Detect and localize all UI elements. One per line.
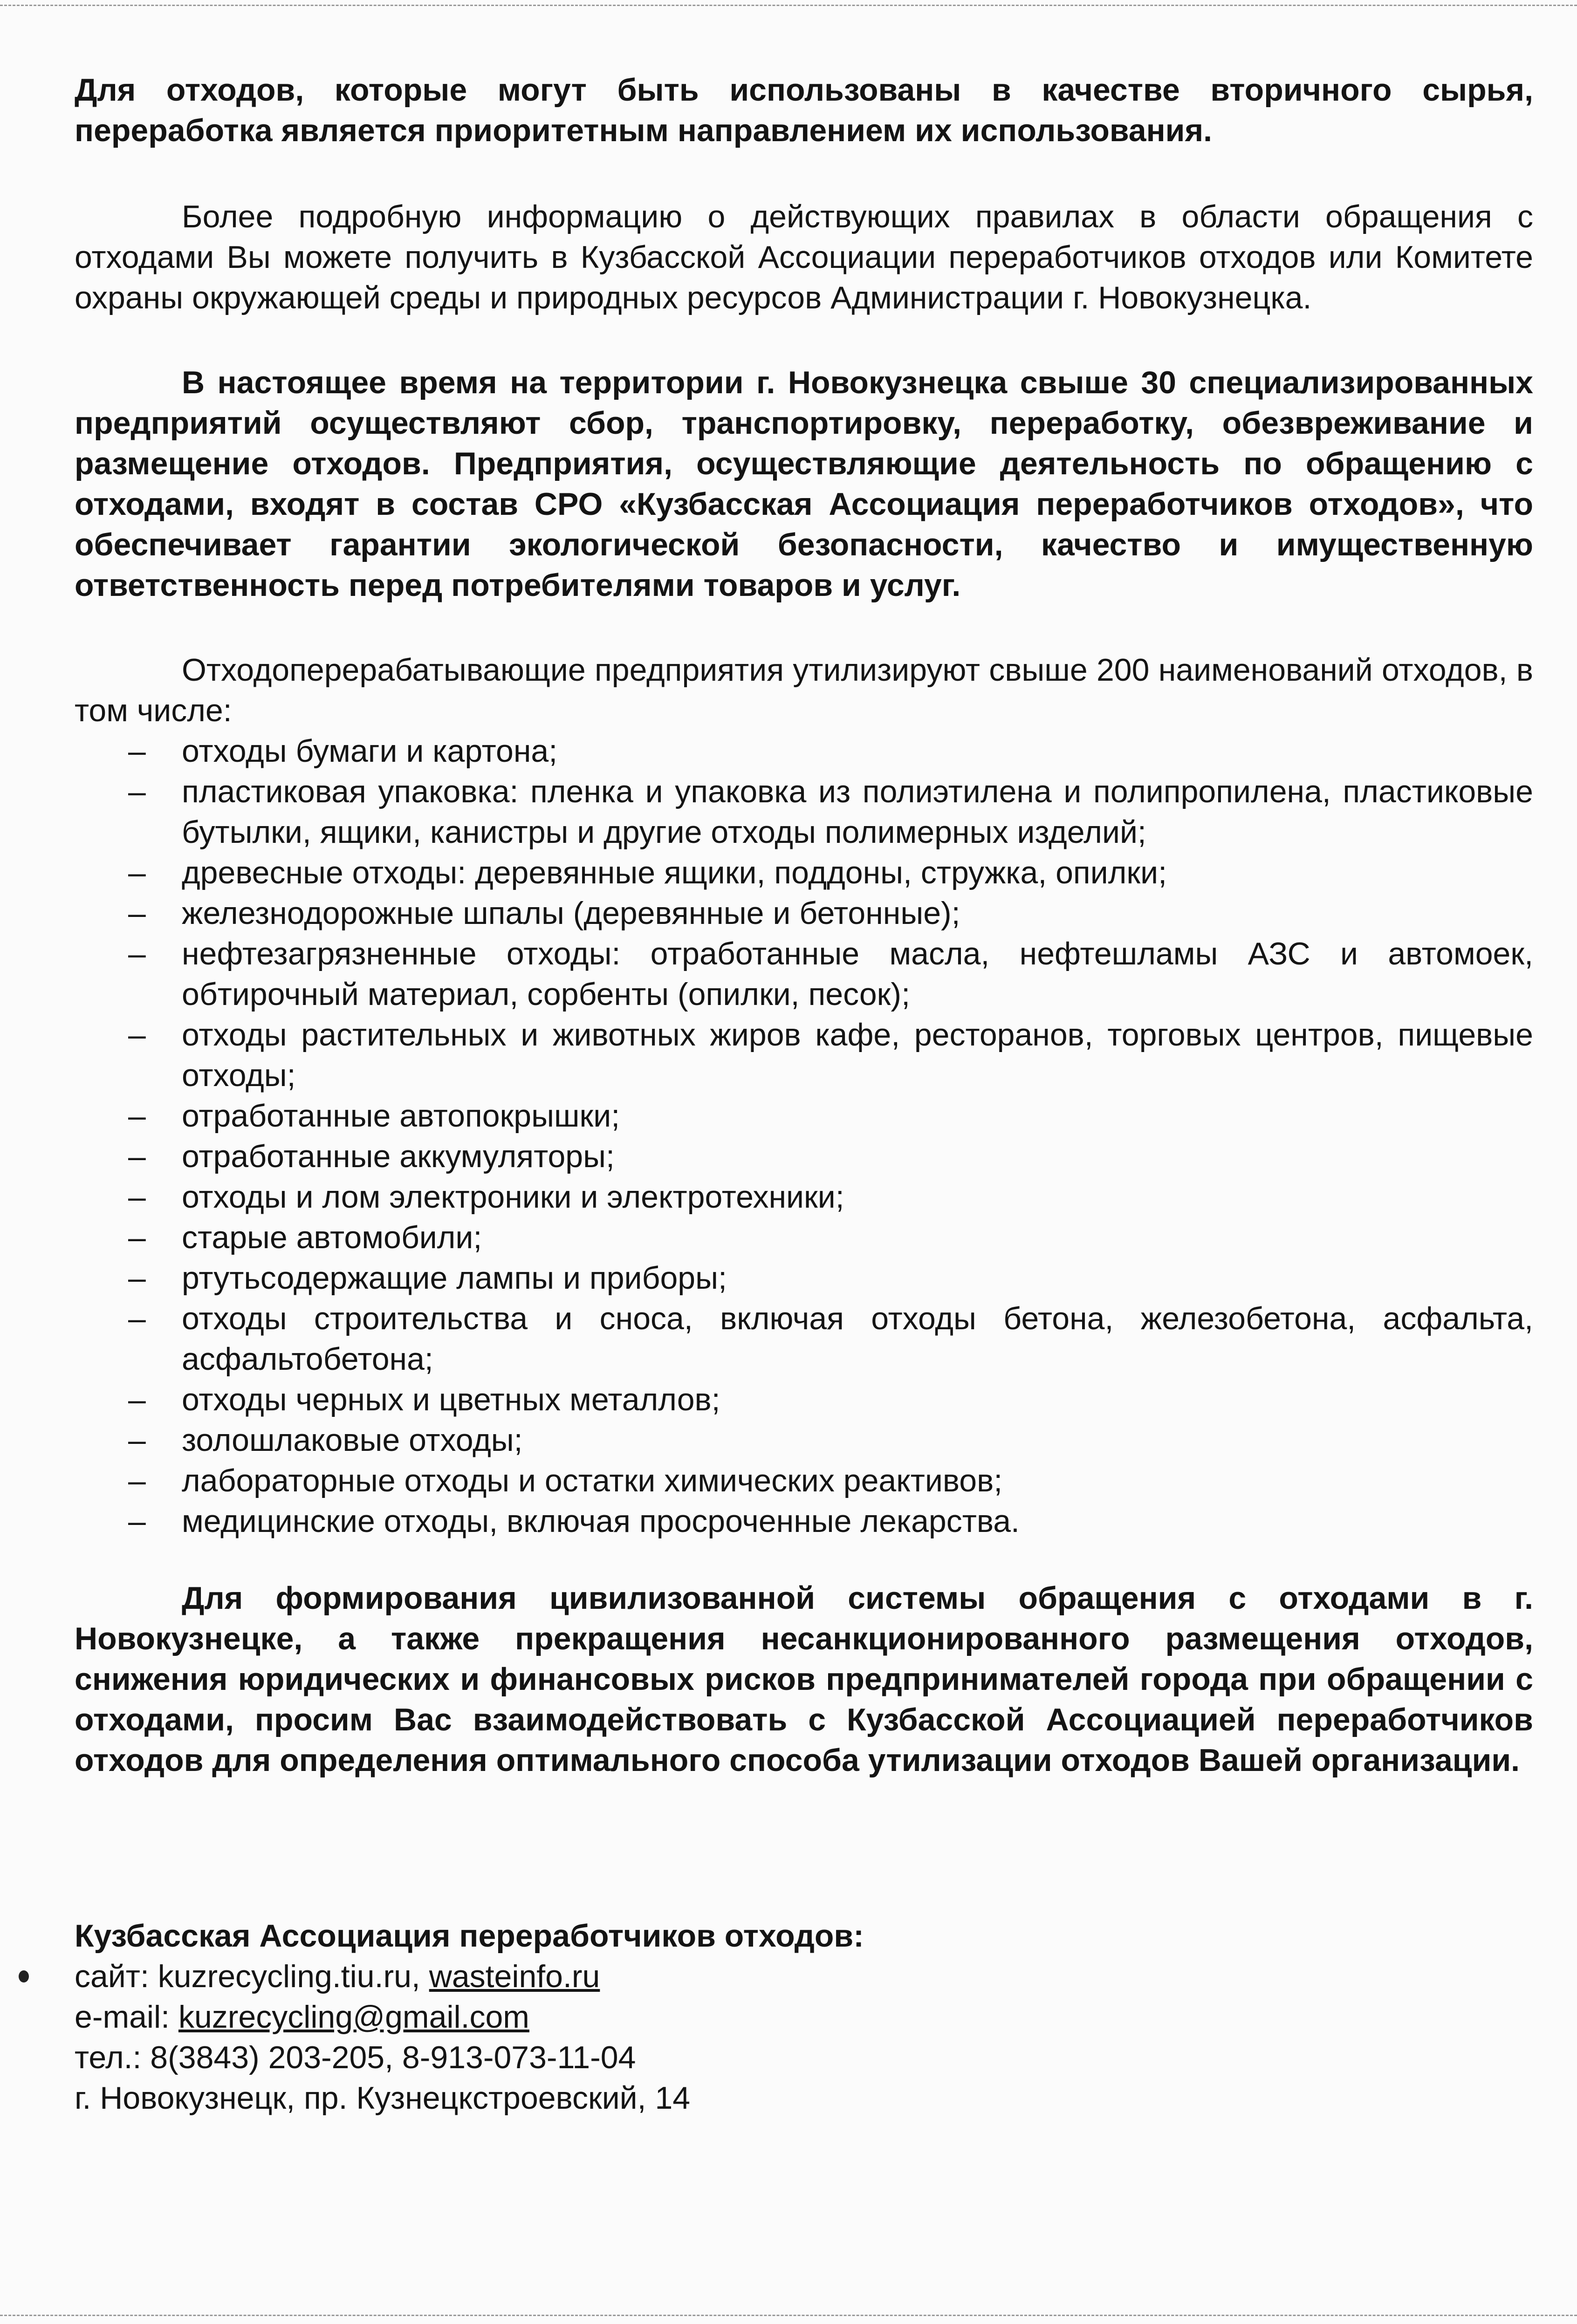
waste-list-item xyxy=(75,1299,1533,1380)
waste-list-item xyxy=(75,1015,1533,1096)
contacts-block xyxy=(75,1916,1533,2119)
waste-list-item-text: отходы и лом электроники и электротехники; xyxy=(182,1179,844,1215)
list-dash: – xyxy=(128,1098,146,1134)
list-dash: – xyxy=(128,895,146,931)
site-label: сайт: kuzrecycling.tiu.ru, xyxy=(75,1959,429,1994)
list-dash: – xyxy=(128,1504,146,1539)
document-body xyxy=(75,70,1533,2119)
waste-list-item-text: железнодорожные шпалы (деревянные и бетонные); xyxy=(182,895,960,931)
waste-list-item-text: пластиковая упаковка: пленка и упаковка из полиэтилена и полипропилена, пластиковые бутылки, ящики, канистры и другие отходы полимерных изделий; xyxy=(182,774,1533,850)
site-line xyxy=(75,1956,1533,1997)
list-dash: – xyxy=(128,1017,146,1053)
waste-list-item xyxy=(75,1096,1533,1136)
waste-list-item-text: отработанные автопокрышки; xyxy=(182,1098,620,1134)
scan-edge-bottom xyxy=(0,2315,1577,2321)
waste-list-item xyxy=(75,731,1533,772)
phone-line: тел.: 8(3843) 203-205, 8-913-073-11-04 xyxy=(75,2040,636,2075)
list-dash: – xyxy=(128,855,146,890)
scan-mark xyxy=(19,1970,29,1982)
waste-list-item xyxy=(75,1461,1533,1501)
waste-list-item xyxy=(75,772,1533,853)
waste-types-list xyxy=(75,731,1533,1542)
request-paragraph: Для формирования цивилизованной системы обращения с отходами в г. Новокузнецке, а также прекращения несанкционированного размещения отходов, снижения юридических и финансовых рисков предпринимателей города при обращении с отходами, просим Вас взаимодействовать с Кузбасской Ассоциацией переработчиков отходов для определения оптимального способа утилизации отходов Вашей организации. xyxy=(75,1580,1533,1778)
list-dash: – xyxy=(128,1301,146,1336)
list-dash: – xyxy=(128,936,146,971)
list-dash: – xyxy=(128,1260,146,1296)
waste-list-item-text: отходы растительных и животных жиров кафе, ресторанов, торговых центров, пищевые отходы; xyxy=(182,1017,1533,1093)
email-link[interactable]: kuzrecycling@gmail.com xyxy=(178,1999,529,2035)
contacts-heading: Кузбасская Ассоциация переработчиков отходов: xyxy=(75,1918,864,1954)
address-line: г. Новокузнецк, пр. Кузнецкстроевский, 14 xyxy=(75,2080,691,2116)
list-dash: – xyxy=(128,1179,146,1215)
waste-list-item-text: золошлаковые отходы; xyxy=(182,1422,523,1458)
list-intro-paragraph: Отходоперерабатывающие предприятия утилизируют свыше 200 наименований отходов, в том числе: xyxy=(75,652,1533,728)
waste-list-item-text: медицинские отходы, включая просроченные лекарства. xyxy=(182,1504,1020,1539)
site-link[interactable]: wasteinfo.ru xyxy=(429,1959,600,1994)
email-label: e-mail: xyxy=(75,1999,178,2035)
list-dash: – xyxy=(128,733,146,769)
waste-list-item xyxy=(75,853,1533,893)
list-dash: – xyxy=(128,1382,146,1417)
info-paragraph: Более подробную информацию о действующих правилах в области обращения с отходами Вы можете получить в Кузбасской Ассоциации переработчиков отходов или Комитете охраны окружающей среды и природных ресурсов Администрации г. Новокузнецка. xyxy=(75,199,1533,315)
waste-list-item xyxy=(75,934,1533,1015)
waste-list-item xyxy=(75,1217,1533,1258)
waste-list-item-text: отходы строительства и сноса, включая отходы бетона, железобетона, асфальта, асфальтобетона; xyxy=(182,1301,1533,1377)
waste-list-item xyxy=(75,1258,1533,1299)
waste-list-item-text: древесные отходы: деревянные ящики, поддоны, стружка, опилки; xyxy=(182,855,1167,890)
waste-list-item-text: ртутьсодержащие лампы и приборы; xyxy=(182,1260,727,1296)
list-dash: – xyxy=(128,774,146,809)
waste-list-item-text: отработанные аккумуляторы; xyxy=(182,1139,615,1174)
waste-list-item xyxy=(75,893,1533,934)
scan-edge-top xyxy=(0,0,1577,6)
list-dash: – xyxy=(128,1139,146,1174)
waste-list-item-text: лабораторные отходы и остатки химических реактивов; xyxy=(182,1463,1003,1498)
waste-list-item-text: старые автомобили; xyxy=(182,1220,482,1255)
intro-paragraph: Для отходов, которые могут быть использованы в качестве вторичного сырья, переработка является приоритетным направлением их использования. xyxy=(75,72,1533,148)
waste-list-item-text: отходы бумаги и картона; xyxy=(182,733,558,769)
waste-list-item xyxy=(75,1177,1533,1217)
waste-list-item xyxy=(75,1136,1533,1177)
waste-list-item xyxy=(75,1501,1533,1542)
email-line xyxy=(75,1997,1533,2037)
list-dash: – xyxy=(128,1220,146,1255)
waste-list-item xyxy=(75,1420,1533,1461)
waste-list-item xyxy=(75,1380,1533,1420)
waste-list-item-text: отходы черных и цветных металлов; xyxy=(182,1382,720,1417)
list-dash: – xyxy=(128,1463,146,1498)
list-dash: – xyxy=(128,1422,146,1458)
enterprises-paragraph: В настоящее время на территории г. Новокузнецка свыше 30 специализированных предприятий осуществляют сбор, транспортировку, переработку, обезвреживание и размещение отходов. Предприятия, осуществляющие деятельность по обращению с отходами, входят в состав СРО «Кузбасская Ассоциация переработчиков отходов», что обеспечивает гарантии экологической безопасности, качество и имущественную ответственность перед потребителями товаров и услуг. xyxy=(75,365,1533,603)
waste-list-item-text: нефтезагрязненные отходы: отработанные масла, нефтешламы АЗС и автомоек, обтирочный материал, сорбенты (опилки, песок); xyxy=(182,936,1533,1012)
